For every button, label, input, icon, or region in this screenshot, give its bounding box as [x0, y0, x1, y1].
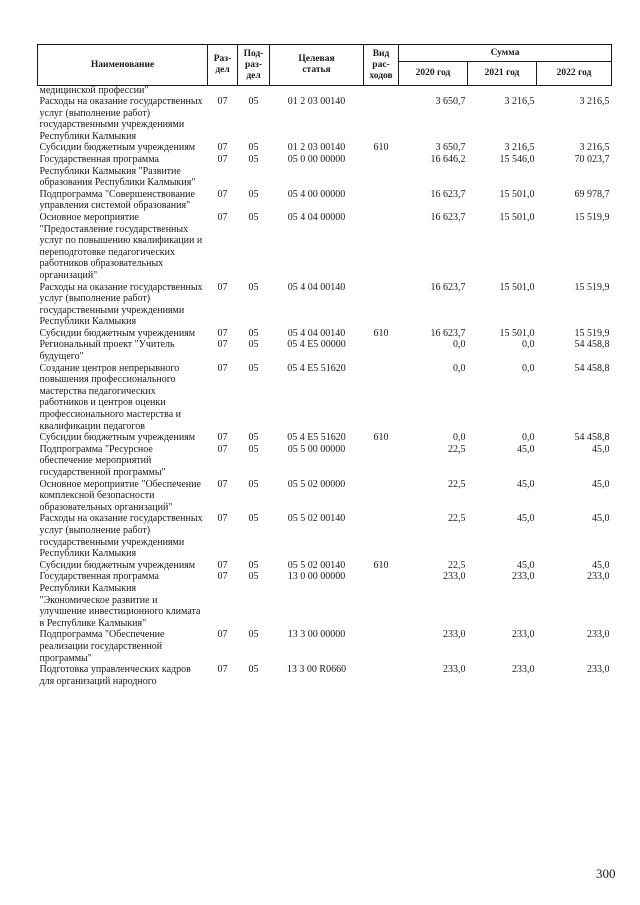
row-sum-2022: 15 519,9 [574, 281, 610, 293]
row-sum-2021: 15 501,0 [499, 327, 535, 339]
row-name: Подпрограмма "Совершенствование управления системой образования" [39, 188, 195, 212]
row-sum-2022: 70 023,7 [574, 153, 610, 165]
row-sum-2021: 15 501,0 [499, 211, 535, 223]
row-name: Расходы на оказание государственных услуг (выполнение работ) государственными учреждениями Республики Калмыкия [39, 513, 203, 560]
row-razdel: 07 [217, 211, 228, 223]
row-target-article: 05 0 00 00000 [287, 153, 346, 165]
row-sum-2022: 233,0 [587, 629, 610, 641]
row-expense-type [364, 444, 399, 479]
row-sum-2021: 15 501,0 [499, 188, 535, 200]
row-podrazdel: 05 [248, 281, 259, 293]
row-expense-type [364, 212, 399, 282]
row-target-article: 13 3 00 R0660 [286, 664, 347, 676]
row-sum-2022: 45,0 [592, 443, 610, 455]
row-podrazdel: 05 [248, 142, 259, 154]
row-target-article: 13 0 00 00000 [287, 571, 346, 583]
row-name: Основное мероприятие "Обеспечение комплексной безопасности образовательных организаций" [39, 478, 201, 513]
table-row [38, 479, 612, 514]
row-podrazdel: 05 [248, 96, 259, 107]
table-row [38, 96, 612, 142]
row-name: Субсидии бюджетным учреждениям [39, 559, 196, 571]
row-razdel: 07 [217, 571, 228, 583]
row-name: Основное мероприятие "Предоставление государственных услуг по повышению квалификации и переподготовке педагогических работников образовательных организаций" [39, 211, 203, 281]
row-name: Расходы на оказание государственных услуг (выполнение работ) государственными учреждениями Республики Калмыкия [39, 96, 203, 142]
row-sum-2020: 233,0 [443, 664, 466, 676]
row-sum-2020: 16 623,7 [430, 211, 466, 223]
table-row [38, 282, 612, 328]
row-expense-type [364, 571, 399, 629]
row-sum-2021: 45,0 [517, 559, 535, 571]
row-sum-2021: 233,0 [512, 571, 535, 583]
row-podrazdel: 05 [248, 188, 259, 200]
row-razdel: 07 [217, 142, 228, 154]
table-header [38, 45, 612, 86]
row-sum-2020: 0,0 [453, 432, 466, 444]
row-razdel: 07 [217, 478, 228, 490]
row-expense-type: 610 [373, 142, 389, 154]
row-expense-type [364, 282, 399, 328]
row-name: Государственная программа Республики Калмыкия "Развитие образования Республики Калмыкия" [39, 153, 196, 189]
row-podrazdel: 05 [248, 571, 259, 583]
row-expense-type [364, 479, 399, 514]
row-razdel: 07 [217, 153, 228, 165]
header-podrazdel: Под- раз- дел [238, 45, 270, 86]
row-name: Создание центров непрерывного повышения профессионального мастерства педагогических работников и центров оценки профессионального мастерства и квалификации педагогов [39, 362, 182, 432]
header-year-2021: 2021 год [468, 62, 537, 86]
table-row [38, 513, 612, 559]
row-target-article [270, 86, 364, 97]
row-sum-2021: 15 501,0 [499, 281, 535, 293]
row-sum-2021: 0,0 [522, 339, 535, 351]
row-sum-2020: 22,5 [448, 513, 466, 525]
row-sum-2022: 69 978,7 [574, 188, 610, 200]
row-name: Региональный проект "Учитель будущего" [39, 339, 175, 363]
table-row [38, 212, 612, 282]
row-expense-type [364, 86, 399, 97]
table-row [38, 328, 612, 340]
row-target-article: 05 5 02 00000 [287, 478, 346, 490]
row-podrazdel [238, 86, 270, 97]
page-number: 300 [596, 866, 616, 881]
table-body [38, 86, 612, 688]
row-sum-2022: 54 458,8 [574, 339, 610, 351]
row-sum-2022: 45,0 [592, 559, 610, 571]
row-sum-2021: 3 216,5 [504, 96, 535, 107]
row-podrazdel: 05 [248, 339, 259, 351]
table-row [38, 432, 612, 444]
row-sum-2020: 16 646,2 [430, 153, 466, 165]
row-target-article: 01 2 03 00140 [287, 96, 346, 107]
row-razdel: 07 [217, 339, 228, 351]
row-sum-2020: 3 650,7 [435, 96, 466, 107]
row-sum-2020: 22,5 [448, 559, 466, 571]
row-podrazdel: 05 [248, 559, 259, 571]
row-target-article: 05 4 04 00140 [287, 327, 346, 339]
row-sum-2022: 54 458,8 [574, 362, 610, 374]
row-sum-2022: 15 519,9 [574, 211, 610, 223]
header-expense-type: Вид рас- ходов [364, 45, 399, 86]
row-target-article: 05 5 02 00140 [287, 559, 346, 571]
row-sum-2022: 3 216,5 [579, 142, 610, 154]
row-name: Государственная программа Республики Калмыкия "Экономическое развитие и улучшение инвестиционного климата в Республике Калмыкия" [39, 571, 201, 629]
row-target-article: 05 5 02 00140 [287, 513, 346, 525]
table-row [38, 444, 612, 479]
row-sum-2021: 45,0 [517, 443, 535, 455]
header-name: Наименование [38, 45, 208, 86]
row-expense-type [364, 363, 399, 433]
row-sum-2020: 16 623,7 [430, 188, 466, 200]
row-expense-type [364, 513, 399, 559]
row-sum-2022: 15 519,9 [574, 327, 610, 339]
row-sum-2020 [399, 86, 468, 97]
row-target-article: 05 5 00 00000 [287, 443, 346, 455]
row-sum-2021: 15 546,0 [499, 153, 535, 165]
row-name: Подпрограмма "Обеспечение реализации государственной программы" [39, 629, 165, 664]
row-podrazdel: 05 [248, 664, 259, 676]
row-expense-type: 610 [373, 432, 389, 444]
row-sum-2022: 233,0 [587, 571, 610, 583]
header-sum: Сумма [399, 45, 612, 62]
row-sum-2021: 0,0 [522, 432, 535, 444]
row-sum-2021: 45,0 [517, 478, 535, 490]
row-razdel: 07 [217, 443, 228, 455]
row-razdel: 07 [217, 664, 228, 676]
table-row [38, 339, 612, 362]
row-sum-2022: 45,0 [592, 513, 610, 525]
row-expense-type: 610 [373, 327, 389, 339]
row-target-article: 13 3 00 00000 [287, 629, 346, 641]
row-name: Подпрограмма "Ресурсное обеспечение мероприятий государственной программы" [39, 443, 166, 478]
table-row [38, 560, 612, 572]
row-target-article: 05 4 04 00000 [287, 211, 346, 223]
row-razdel: 07 [217, 327, 228, 339]
row-target-article: 05 4 04 00140 [287, 281, 346, 293]
row-razdel: 07 [217, 96, 228, 107]
row-name: Субсидии бюджетным учреждениям [39, 327, 196, 339]
row-razdel: 07 [217, 281, 228, 293]
row-name: Субсидии бюджетным учреждениям [39, 142, 196, 154]
table-row [38, 571, 612, 629]
row-podrazdel: 05 [248, 327, 259, 339]
row-name: медицинской профессии" [39, 85, 149, 96]
row-target-article: 01 2 03 00140 [287, 142, 346, 154]
row-target-article: 05 4 E5 51620 [287, 362, 346, 374]
table-row [38, 629, 612, 664]
row-podrazdel: 05 [248, 432, 259, 444]
row-target-article: 05 4 E5 51620 [287, 432, 346, 444]
row-sum-2020: 0,0 [453, 339, 466, 351]
header-razdel: Раз- дел [208, 45, 238, 86]
row-sum-2022: 233,0 [587, 664, 610, 676]
row-podrazdel: 05 [248, 211, 259, 223]
row-expense-type [364, 96, 399, 142]
row-razdel: 07 [217, 559, 228, 571]
row-sum-2020: 233,0 [443, 629, 466, 641]
row-podrazdel: 05 [248, 443, 259, 455]
table-row [38, 142, 612, 154]
table-row [38, 154, 612, 189]
row-sum-2020: 22,5 [448, 478, 466, 490]
row-podrazdel: 05 [248, 513, 259, 525]
row-target-article: 05 4 00 00000 [287, 188, 346, 200]
budget-table [37, 44, 612, 687]
row-sum-2022: 54 458,8 [574, 432, 610, 444]
row-sum-2021: 3 216,5 [504, 142, 535, 154]
row-razdel: 07 [217, 188, 228, 200]
row-expense-type [364, 154, 399, 189]
row-sum-2022: 3 216,5 [579, 96, 610, 107]
row-target-article: 05 4 E5 00000 [287, 339, 346, 351]
row-razdel: 07 [217, 513, 228, 525]
row-name: Расходы на оказание государственных услуг (выполнение работ) государственными учреждениями Республики Калмыкия [39, 281, 203, 328]
row-razdel: 07 [217, 362, 228, 374]
row-expense-type: 610 [373, 559, 389, 571]
row-sum-2020: 3 650,7 [435, 142, 466, 154]
row-sum-2020: 233,0 [443, 571, 466, 583]
row-expense-type [364, 339, 399, 362]
row-expense-type [364, 189, 399, 212]
row-razdel: 07 [217, 629, 228, 641]
header-year-2020: 2020 год [399, 62, 468, 86]
table-row [38, 363, 612, 433]
row-sum-2021: 233,0 [512, 629, 535, 641]
row-podrazdel: 05 [248, 478, 259, 490]
row-razdel [208, 86, 238, 97]
row-razdel: 07 [217, 432, 228, 444]
row-sum-2020: 0,0 [453, 362, 466, 374]
row-sum-2021: 45,0 [517, 513, 535, 525]
header-target-article: Целевая статья [270, 45, 364, 86]
row-sum-2022: 45,0 [592, 478, 610, 490]
row-sum-2020: 16 623,7 [430, 327, 466, 339]
table-row [38, 189, 612, 212]
row-sum-2021 [468, 86, 537, 97]
row-podrazdel: 05 [248, 153, 259, 165]
row-sum-2020: 16 623,7 [430, 281, 466, 293]
table-row [38, 86, 612, 97]
row-sum-2022 [537, 86, 612, 97]
row-expense-type [364, 664, 399, 687]
row-sum-2020: 22,5 [448, 443, 466, 455]
row-name: Подготовка управленческих кадров для организаций народного [39, 664, 191, 687]
row-podrazdel: 05 [248, 362, 259, 374]
header-year-2022: 2022 год [537, 62, 612, 86]
row-podrazdel: 05 [248, 629, 259, 641]
table-row [38, 664, 612, 687]
row-expense-type [364, 629, 399, 664]
row-sum-2021: 233,0 [512, 664, 535, 676]
row-name: Субсидии бюджетным учреждениям [39, 432, 196, 444]
row-sum-2021: 0,0 [522, 362, 535, 374]
